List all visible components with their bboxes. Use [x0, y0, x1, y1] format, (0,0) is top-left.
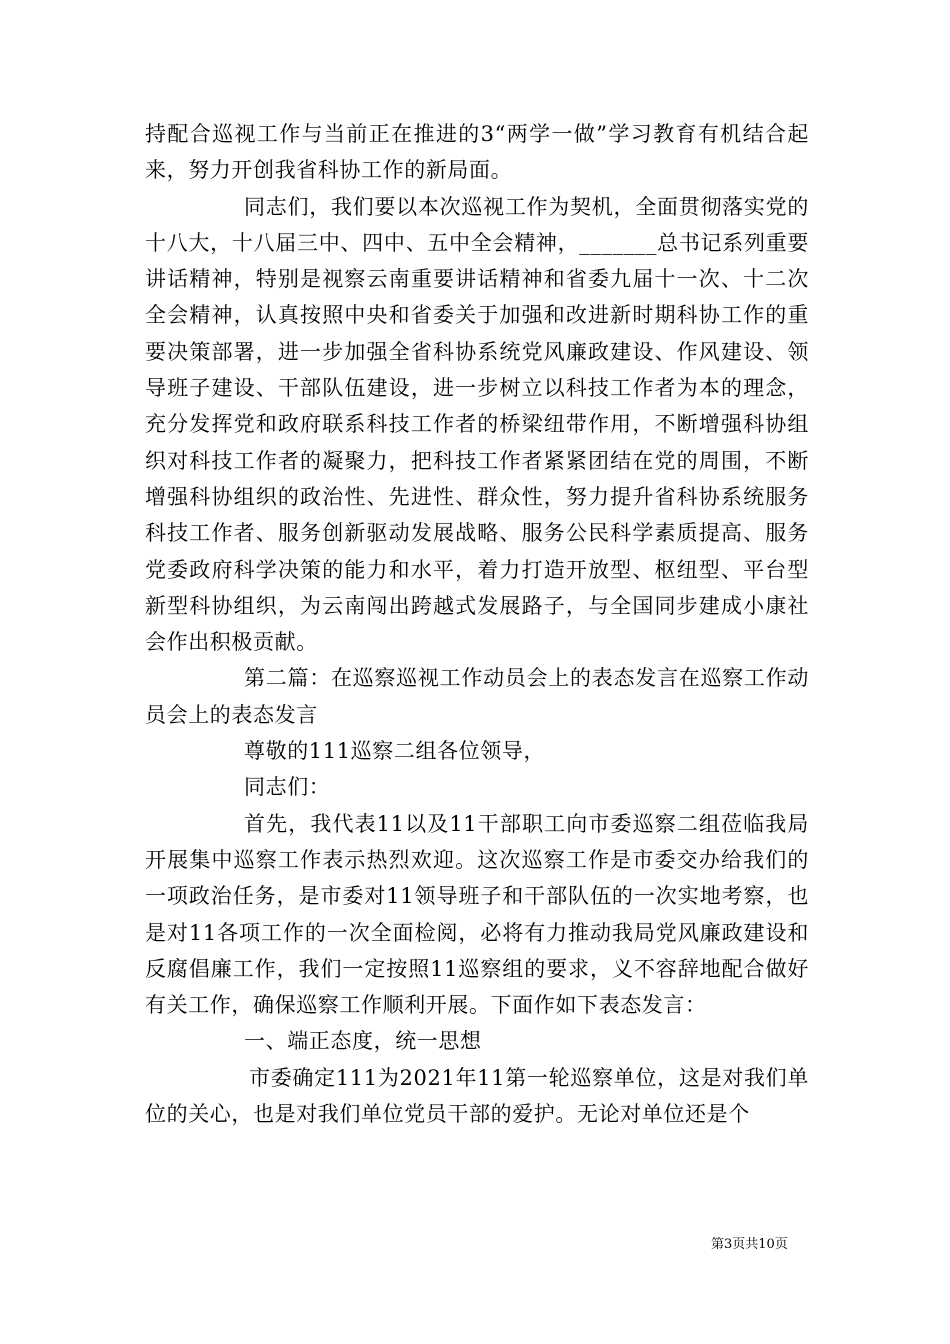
paragraph-2: 同志们，我们要以本次巡视工作为契机，全面贯彻落实党的十八大，十八届三中、四中、五中全会精神，_______总书记系列重要讲话精神，特别是视察云南重要讲话精神和省委九届十一次、十二次全会精神，认真按照中央和省委关于加强和改进新时期科协工作的重要决策部署，进一步加强全省科协系统党风廉政建设、作风建设、领导班子建设、干部队伍建设，进一步树立以科技工作者为本的理念，充分发挥党和政府联系科技工作者的桥梁纽带作用，不断增强科协组织对科技工作者的凝聚力，把科技工作者紧紧团结在党的周围，不断增强科协组织的政治性、先进性、群众性，努力提升省科协系统服务科技工作者、服务创新驱动发展战略、服务公民科学素质提高、服务党委政府科学决策的能力和水平，着力打造开放型、枢纽型、平台型新型科协组织，为云南闯出跨越式发展路子，与全国同步建成小康社会作出积极贡献。 [145, 194, 809, 655]
document-body [145, 116, 809, 1132]
section-heading-second-article: 第二篇：在巡察巡视工作动员会上的表态发言在巡察工作动员会上的表态发言 [145, 666, 809, 727]
paragraph-opening: 首先，我代表11以及11干部职工向市委巡察二组莅临我局开展集中巡察工作表示热烈欢迎。这次巡察工作是市委交办给我们的一项政治任务，是市委对11领导班子和干部队伍的一次实地考察，也是对11各项工作的一次全面检阅，必将有力推动我局党风廉政建设和反腐倡廉工作，我们一定按照11巡察组的要求，义不容辞地配合做好有关工作，确保巡察工作顺利开展。下面作如下表态发言： [145, 811, 809, 1018]
paragraph-1: 持配合巡视工作与当前正在推进的3“两学一做”学习教育有机结合起来，努力开创我省科协工作的新局面。 [145, 122, 809, 183]
salutation-leaders: 尊敬的111巡察二组各位领导， [244, 739, 546, 764]
page-number-footer: 第3页共10页 [711, 1237, 788, 1252]
subheading-one: 一、端正态度，统一思想 [244, 1029, 482, 1054]
paragraph-last: 市委确定111为2021年11第一轮巡察单位，这是对我们单位的关心，也是对我们单位党员干部的爱护。无论对单位还是个 [145, 1065, 809, 1127]
salutation-comrades: 同志们： [244, 775, 331, 800]
